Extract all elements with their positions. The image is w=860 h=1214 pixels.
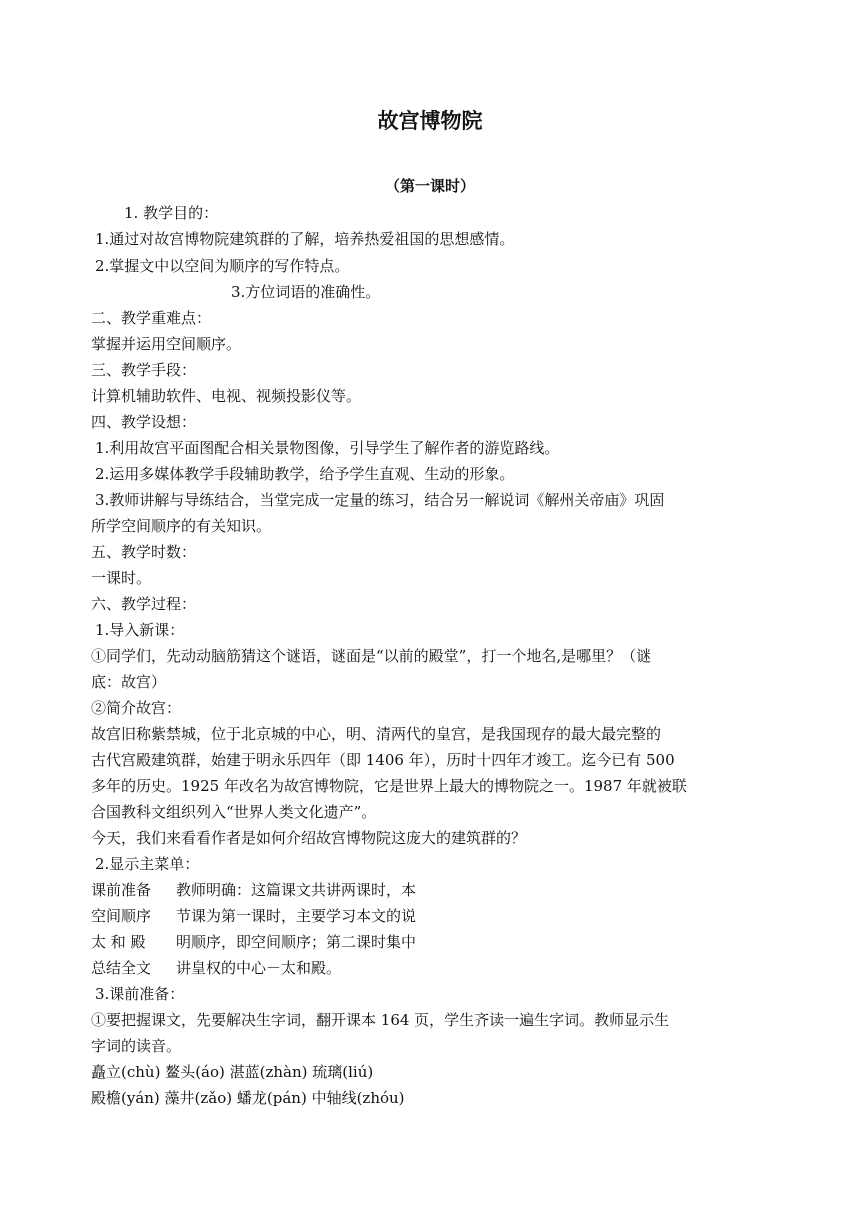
step-2-heading: 2.显示主菜单： [95,855,200,873]
menu-item: 空间顺序 [91,907,152,925]
menu-note: 节课为第一课时，主要学习本文的说 [176,907,417,925]
idea-heading: 四、教学设想： [91,413,197,431]
riddle-line-1: ①同学们，先动动脑筋猜这个谜语，谜面是“以前的殿堂”，打一个地名,是哪里？（谜 [91,647,652,665]
objective-2: 2.掌握文中以空间为顺序的写作特点。 [95,257,350,275]
menu-row [91,906,416,927]
means-body: 计算机辅助软件、电视、视频投影仪等。 [91,387,362,405]
idea-2: 2.运用多媒体教学手段辅助教学，给予学生直观、生动的形象。 [95,465,515,483]
intro-line-3: 多年的历史。1925 年改名为故宫博物院，它是世界上最大的博物院之一。1987 年就被联 [91,777,687,795]
page-title: 故宫博物院 [377,109,483,133]
means-heading: 三、教学手段： [91,361,197,379]
intro-line-1: 故宫旧称紫禁城，位于北京城的中心，明、清两代的皇宫，是我国现存的最大最完整的 [91,725,662,743]
menu-row [91,958,341,979]
menu-note: 教师明确：这篇课文共讲两课时，本 [176,881,417,899]
menu-item: 总结全文 [91,959,152,977]
objective-1: 1.通过对故宫博物院建筑群的了解，培养热爱祖国的思想感情。 [95,230,515,248]
riddle-line-2: 底：故宫） [91,673,167,691]
hours-body: 一课时。 [91,569,152,587]
idea-1: 1.利用故宫平面图配合相关景物图像，引导学生了解作者的游览路线。 [95,439,560,457]
hours-heading: 五、教学时数： [91,543,197,561]
vocab-line-2: 殿檐(yán) 藻井(zǎo) 蟠龙(pán) 中轴线(zhóu) [91,1089,405,1107]
prep-line-1: ①要把握课文，先要解决生字词，翻开课本 164 页，学生齐读一遍生字词。教师显示生 [91,1011,670,1029]
process-heading: 六、教学过程： [91,595,197,613]
idea-3-line-1: 3.教师讲解与导练结合，当堂完成一定量的练习，结合另一解说词《解州关帝庙》巩固 [95,491,665,509]
step-3-heading: 3.课前准备： [95,985,185,1003]
menu-item: 太 和 殿 [91,933,146,951]
objective-3: 3.方位词语的准确性。 [231,283,381,301]
intro-line-2: 古代宫殿建筑群，始建于明永乐四年（即 1406 年），历时十四年才竣工。迄今已有 500 [91,751,675,769]
menu-note: 明顺序，即空间顺序；第二课时集中 [176,933,417,951]
key-body: 掌握并运用空间顺序。 [91,335,242,353]
key-heading: 二、教学重难点： [91,309,212,327]
prep-line-2: 字词的读音。 [91,1037,182,1055]
intro-question: 今天，我们来看看作者是如何介绍故宫博物院这庞大的建筑群的？ [91,829,527,847]
menu-row [91,880,416,901]
menu-item: 课前准备 [91,881,152,899]
step-1-heading: 1.导入新课： [95,621,185,639]
vocab-line-1: 矗立(chù) 鳌头(áo) 湛蓝(zhàn) 琉璃(liú) [91,1063,374,1081]
intro-heading: ②简介故宫： [91,699,182,717]
menu-note: 讲皇权的中心－太和殿。 [176,959,342,977]
page-subtitle: （第一课时） [384,177,475,195]
idea-3-line-2: 所学空间顺序的有关知识。 [91,517,272,535]
objectives-heading: 1. 教学目的： [124,204,219,222]
menu-row [91,932,416,953]
intro-line-4: 合国教科文组织列入“世界人类文化遗产”。 [91,803,377,821]
